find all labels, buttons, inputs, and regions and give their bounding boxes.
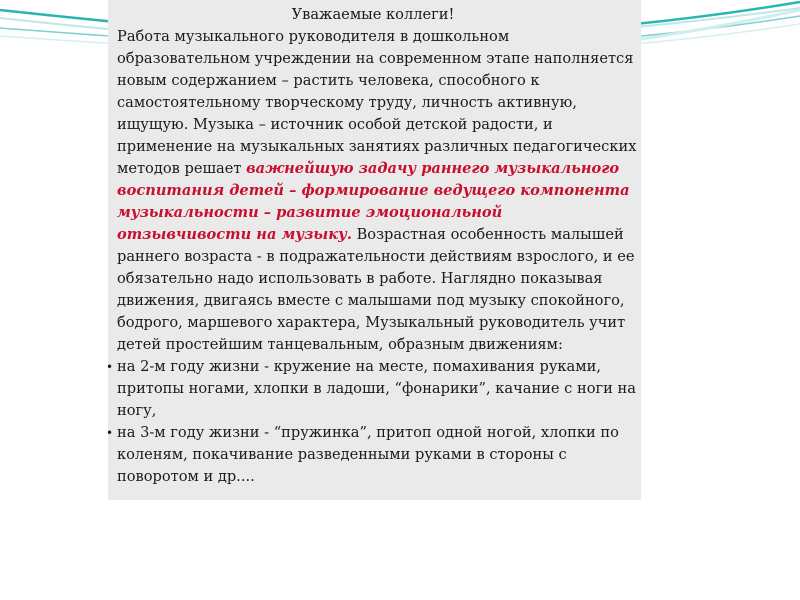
paragraph-text-2: Возрастная особенность малышей раннего возраста - в подражательности действиям взрослого, и ее обязательно надо использовать в работе. Наглядно показывая движения, двигаясь вместе с малышами под музыку спокойного, бодрого, маршевого характера, Музыкальный руководитель учит детей простейшим танцевальным, образным движениям: bbox=[117, 226, 635, 353]
list-item-text: на 3-м году жизни - “пружинка”, притоп одной ногой, хлопки по коленям, покачивание разведенными руками в стороны с поворотом и др.... bbox=[117, 424, 619, 485]
bullet-icon: • bbox=[106, 360, 114, 374]
list-item-text: на 2-м году жизни - кружение на месте, помахивания руками, притопы ногами, хлопки в ладоши, “фонарики”, качание с ноги на ногу, bbox=[117, 358, 636, 419]
list-item bbox=[106, 356, 639, 422]
highlighted-text: важнейшую задачу раннего музыкального воспитания детей – формирование ведущего компонента музыкальности – развитие эмоциональной отзывчивости на музыку. bbox=[117, 160, 630, 243]
slide-title: Уважаемые коллеги! bbox=[291, 6, 455, 23]
paragraph-text-1: Работа музыкального руководителя в дошкольном образовательном учреждении на современном этапе наполняется новым содержанием – растить человека, способного к самостоятельному творческому труду, личность активную, ищущую. Музыка – источник особой детской радости, и применение на музыкальных занятиях различных педагогических методов решает bbox=[117, 28, 637, 177]
list-item bbox=[106, 422, 639, 488]
movement-list bbox=[106, 356, 639, 488]
slide-content bbox=[106, 4, 639, 488]
bullet-icon: • bbox=[106, 426, 114, 440]
main-paragraph bbox=[117, 26, 639, 356]
